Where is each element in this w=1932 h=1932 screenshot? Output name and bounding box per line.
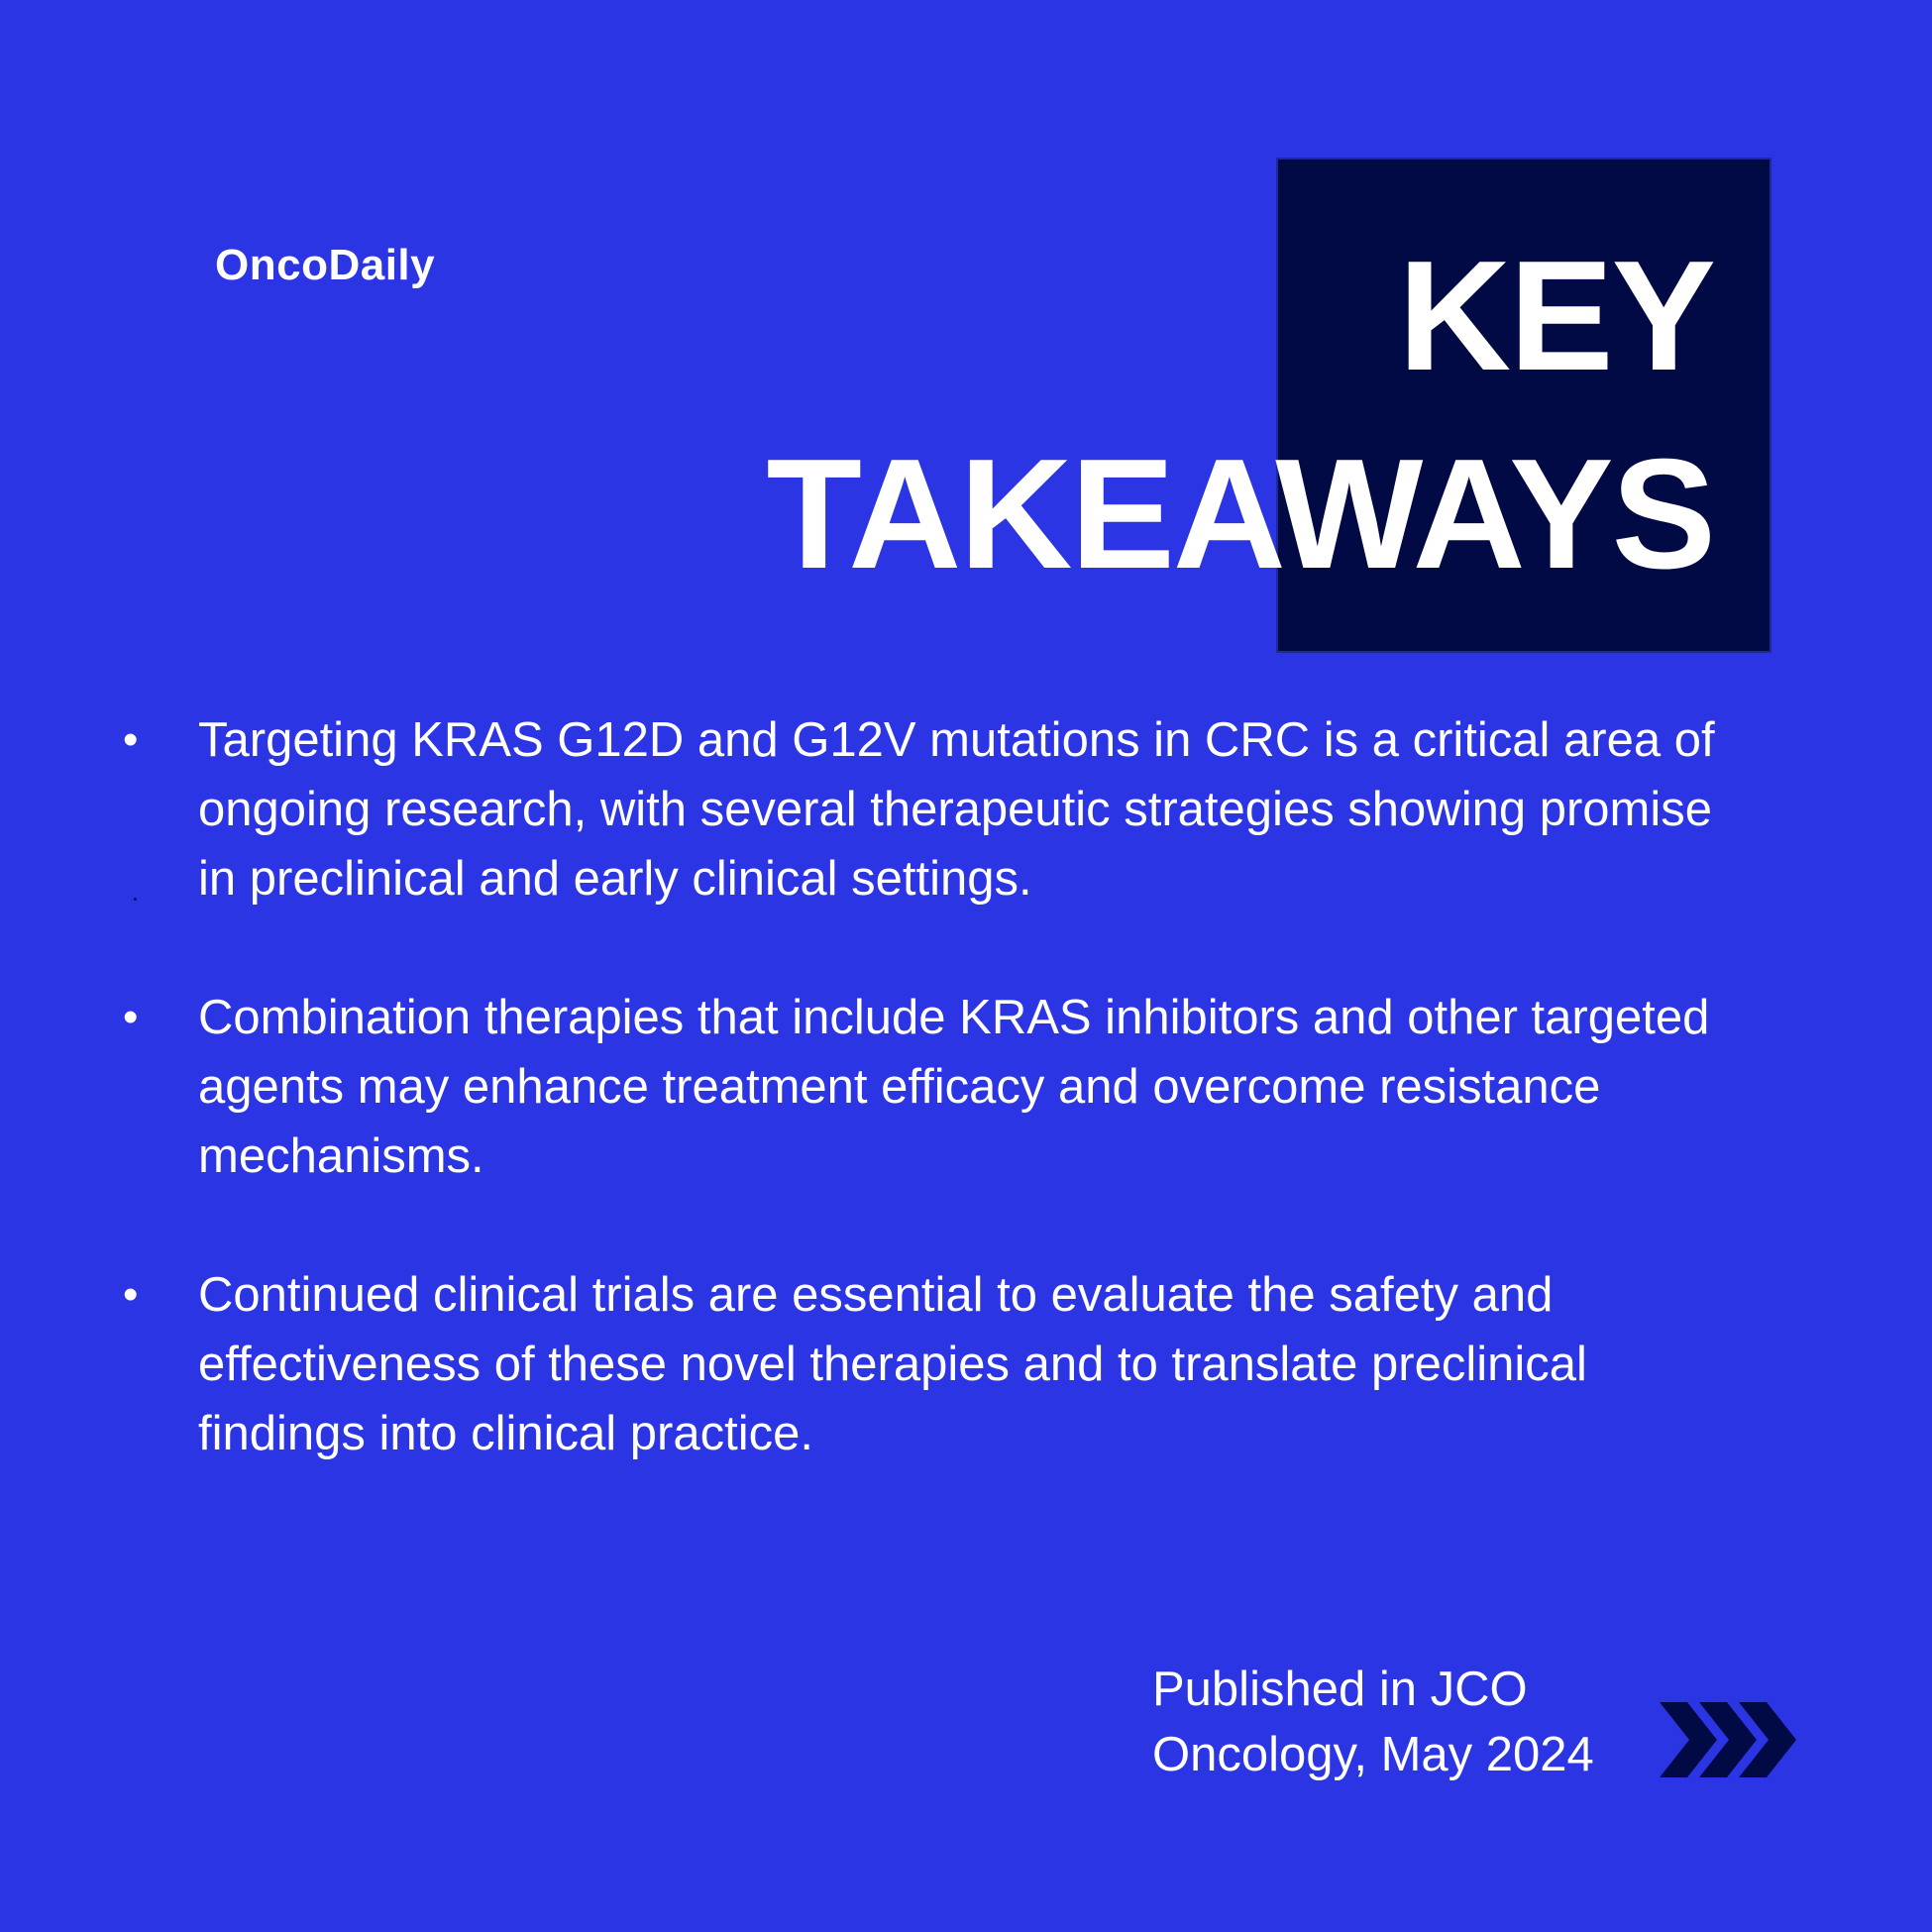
triple-chevron-right-icon[interactable]: [1660, 1702, 1802, 1777]
takeaway-item: [119, 983, 1744, 1191]
title-line-key: KEY: [1398, 229, 1714, 403]
bullet-dot: •: [123, 993, 139, 1041]
bullet-dot: •: [123, 1270, 139, 1319]
takeaway-item: [119, 705, 1744, 913]
publication-line-2: Oncology, May 2024: [1152, 1728, 1594, 1781]
title-line-takeaways: TAKEAWAYS: [766, 427, 1714, 601]
publication-line-1: Published in JCO: [1152, 1663, 1528, 1716]
takeaway-text: Combination therapies that include KRAS inhibitors and other targeted agents may enhance treatment efficacy and overcome resistance mechanisms.: [198, 991, 1710, 1183]
publication-info: [1152, 1657, 1594, 1787]
brand-logo: OncoDaily: [215, 241, 436, 289]
takeaway-text: Targeting KRAS G12D and G12V mutations in CRC is a critical area of ongoing research, with several therapeutic strategies showing promise in preclinical and early clinical settings.: [198, 713, 1715, 906]
takeaways-list: [119, 705, 1744, 1538]
takeaway-item: [119, 1260, 1744, 1468]
bullet-dot: •: [123, 715, 139, 764]
takeaway-text: Continued clinical trials are essential to evaluate the safety and effectiveness of these novel therapies and to translate preclinical findings into clinical practice.: [198, 1268, 1587, 1460]
stray-mark: [134, 898, 137, 901]
